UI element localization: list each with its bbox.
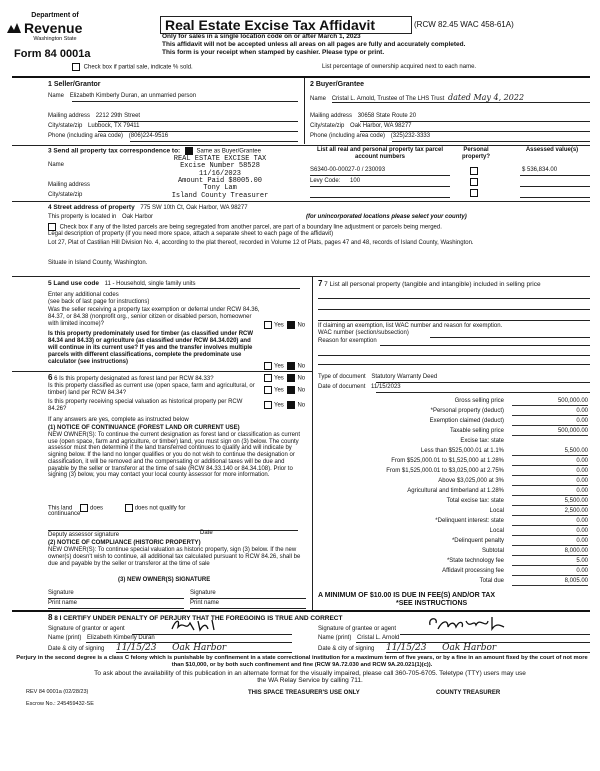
tax-row [318,538,592,546]
sec6-cont-text: NEW OWNER(S): To continue the current designation as forest land or classification as current use (open space, farm and agriculture, or timber) land, you must sign on (3) below. The county assessor must then determine if the land transferred continues to qualify and will indicate by signing below. If the land no longer qualifies or you do not wish to continue the designation or classification, it will be removed and the compensating or additional taxes will be due and payable by the seller or transferor at the time of sale (RCW 84.33.140 or 84.34.108). Prior to signing (3) below, you may contact your local county assessor for more information. [48,432,300,479]
county-treasurer: COUNTY TREASURER [436,690,501,696]
buyer-city-label: City/state/zip [310,123,345,129]
tax-row-value[interactable]: 5,500.00 [512,448,588,456]
sec6-does: does [90,505,104,512]
sec5-additional-note: (see back of last page for instructions) [48,299,150,305]
levy-code[interactable]: 100 [350,178,361,184]
form-subtitle-3: This form is your receipt when stamped by cashier. Please type or print. [162,49,385,56]
sec7-heading-text: 7 List all personal property (tangible and intangible) included in selling price [324,281,541,288]
levy-label: Levy Code: [310,178,341,184]
grantor-print-value[interactable]: Elizabeth Kimberly Duran [87,635,155,641]
buyer-city-row [310,123,412,130]
sec4-check-text: Check box if any of the listed parcels are being segregated from another parcel, are part of a boundary line adjustment or parcels being merged. [59,224,442,231]
tax-row [318,528,592,536]
tax-row [318,408,592,416]
grantee-print-row [318,635,399,642]
buyer-name-handwritten: dated May 4, 2022 [447,93,525,102]
doc-date-row [318,384,401,391]
personal-property-checkbox-2[interactable] [470,178,478,186]
tax-row-value[interactable]: 0.00 [512,568,588,576]
sec4-situate: Situate in Island County, Washington. [48,260,148,266]
perjury-notice: Perjury in the second degree is a class C felony which is punishable by confinement in a state correctional institution for a maximum term of five years, or by a fine in an amount fixed by the court of not more than $10,000, or by both such confinement and fine (RCW 9A.72.030 and RCW 9A.20.021(1)(c)). [16,655,588,668]
grantor-print-label: Name (print) [48,635,82,641]
sec4-address[interactable]: 775 SW 10th Ct, Oak Harbor, WA 98277 [140,205,248,211]
tax-row [318,508,592,516]
tax-row [318,478,592,486]
grantee-print-label: Name (print) [318,635,352,641]
form-subtitle-1: Only for sales in a single location code on or after March 1, 2023 [162,33,361,40]
grantor-signature [170,617,226,633]
doc-type-label: Type of document [318,374,366,380]
grantor-date-label: Date & city of signing [48,646,105,652]
sec6-q1-yes-label: Yes [274,375,284,382]
tax-row-label: Local [489,508,504,514]
buyer-phone-row [310,133,430,140]
dor-logo-line3: Washington State [33,36,77,43]
tax-row-value[interactable]: 0.00 [512,468,588,476]
sec4-located-label: This property is located in [48,214,117,220]
seller-phone-row [48,133,168,140]
tax-row [318,568,592,576]
grantee-date-label: Date & city of signing [318,646,375,652]
sec6-date: Date [200,530,213,536]
dor-mark-icon [6,22,22,34]
sec6-q2-no-label: No [297,387,306,394]
grantee-date[interactable]: 11/15/23 [386,643,427,653]
seller-mailing-value[interactable]: 2212 29th Street [95,113,141,119]
tax-row [318,398,592,406]
sec8-heading: 8 8 I CERTIFY UNDER PENALTY OF PERJURY THAT THE FOREGOING IS TRUE AND CORRECT [48,613,343,622]
stamp-line-2: Excise Number 58528 [180,162,260,171]
stamp-line-4: Amount Paid $8005.00 [177,177,262,186]
seller-phone-label: Phone (including area code) [48,133,124,139]
tax-row-value[interactable]: 0.00 [512,458,588,466]
sec5-q2-no-checkbox[interactable] [287,362,295,370]
tax-row-value[interactable]: 8,005.00 [512,578,588,586]
buyer-mailing-value[interactable]: 30658 State Route 20 [357,113,417,119]
treasurer-stamp [150,156,290,200]
sec6-sig-label-1: Signature [48,590,74,596]
sec6-continuance: continuance [48,511,81,517]
parcel-header: List all real and personal property tax parcel account numbers [316,147,444,160]
sec6-q3-yes-checkbox[interactable] [264,401,272,409]
personal-header: Personal property? [461,147,490,160]
escrow-number: Escrow No.: 245459432-SE [26,701,94,707]
sec7-wac: WAC number (section/subsection) [318,330,409,336]
tax-row-value[interactable]: 0.00 [512,518,588,526]
partial-sale-checkbox[interactable] [72,63,80,71]
levy-row [310,178,360,185]
sec4-heading: 4 Street address of property [48,204,135,211]
grantee-print-value[interactable]: Cristal L. Arnold [357,635,400,641]
parcel-number[interactable]: S6340-00-00027-0 / 230093 [310,167,386,173]
tax-row-value[interactable]: 0.00 [512,478,588,486]
personal-property-checkbox-3[interactable] [470,189,478,197]
sec6-q1-answer [264,374,305,382]
doc-type-row [318,374,437,381]
tax-row-value[interactable]: 5.00 [512,558,588,566]
doc-date-label: Date of document [318,384,366,390]
sec4-address-row [48,204,248,212]
availability-notice: To ask about the availability of this publication in an alternate format for the visually impaired, please call 360-705-6705. Teletype (TTY) users may use the WA Relay Service by calling 711. [94,670,526,685]
sec7-heading: 7 7 List all personal property (tangible and intangible) included in selling price [318,279,541,288]
sec3-name-label: Name [48,162,65,168]
tax-row-label: Excise tax: state [460,438,504,444]
buyer-phone-value[interactable]: (325)232-3333 [390,133,431,139]
sec5-q2-yes-label: Yes [274,363,284,370]
sec6-q2-answer [264,386,305,394]
sec7-reason: Reason for exemption [318,338,377,344]
sec6-heading: 6 6 Is this property designated as forest land per RCW 84.33? [48,373,214,382]
doc-type-value[interactable]: Statutory Warranty Deed [371,374,438,380]
grantor-city[interactable]: Oak Harbor [172,643,227,653]
tax-row-label: Subtotal [481,548,504,554]
treasurer-use: THIS SPACE TREASURER'S USE ONLY [248,690,360,696]
tax-row [318,438,592,446]
segregated-checkbox[interactable] [48,223,56,231]
sec6-q2-yes-checkbox[interactable] [264,386,272,394]
tax-row [318,428,592,436]
stamp-line-1: REAL ESTATE EXCISE TAX [173,155,267,163]
buyer-name-label: Name [310,96,327,102]
tax-row [318,498,592,506]
sec6-q1-yes-checkbox[interactable] [264,374,272,382]
form-subtitle-2: This affidavit will not be accepted unless all areas on all pages are fully and accurately completed. [162,41,466,48]
sec3-city-label: City/state/zip [48,192,83,198]
sec6-q1-no-checkbox[interactable] [287,374,295,382]
buyer-mailing-row [310,113,416,120]
sec6-q3-answer [264,401,305,409]
sec6-q2: Is this property classified as current use (open space, farm and agricultural, or timber) land per RCW 84.34? [48,383,255,396]
tax-row-label: Exemption claimed (deduct) [429,418,504,424]
tax-row [318,468,592,476]
tax-row [318,488,592,496]
seller-mailing-label: Mailing address [48,113,91,119]
grantor-date[interactable]: 11/15/23 [116,643,157,653]
tax-row-label: Affidavit processing fee [442,568,504,574]
personal-property-checkbox-1[interactable] [470,167,478,175]
tax-row-label: From $525,000.01 to $1,525,000 at 1.28% [391,458,504,464]
assessed-header: Assessed value(s) [525,147,579,153]
tax-row-value[interactable]: 0.00 [512,418,588,426]
sec5-q2-yes-checkbox[interactable] [264,362,272,370]
buyer-city-value[interactable]: Oak Harbor, WA 98277 [350,123,412,129]
dor-logo-line1: Department of [31,12,79,19]
tax-row [318,448,592,456]
tax-row [318,418,592,426]
tax-row-value[interactable]: 5,500.00 [512,498,588,506]
tax-row-label: Local [489,528,504,534]
tax-row [318,548,592,556]
tax-row [318,558,592,566]
sec6-cont-title: (1) NOTICE OF CONTINUANCE (FOREST LAND OR CURRENT USE) [48,425,240,431]
seller-name-row [48,93,298,100]
tax-row [318,518,592,526]
sec6-q2-yes-label: Yes [274,387,284,394]
tax-row-value[interactable]: 0.00 [512,488,588,496]
buyer-name-value[interactable]: Cristal L. Arnold, Trustee of The LHS Trust [331,96,445,102]
tax-row-label: Gross selling price [454,398,504,404]
tax-row-label: *Delinquent penalty [451,538,504,544]
sec5-land-use-row [48,280,196,288]
seller-city-row [48,123,140,130]
tax-row-value[interactable]: 2,500.00 [512,508,588,516]
grantee-city[interactable]: Oak Harbor [442,643,497,653]
sec6-does-not: does not qualify for [134,505,186,512]
tax-row-label: Above $3,025,000 at 3% [438,478,504,484]
tax-row-label: Less than $525,000.01 at 1.1% [420,448,504,454]
min-due: A MINIMUM OF $10.00 IS DUE IN FEE(S) AND/OR TAX [318,592,496,599]
sec5-q1-yes-label: Yes [274,322,284,329]
assessed-value[interactable]: $ 536,834.00 [522,167,558,173]
sec5-q1-no-label: No [297,322,306,329]
buyer-heading: 2 Buyer/Grantee [310,81,365,88]
doc-date-value[interactable]: 11/15/2023 [371,384,401,390]
sec6-q3-no-label: No [297,402,306,409]
rev-number: REV 84 0001a (02/28/23) [26,689,89,695]
sec5-q1: Was the seller receiving a property tax exemption or deferral under RCW 84.36, 84.37, or 84.38 (nonprofit org., senior citizen or disabled person, homeowner with limited income)? [48,307,260,327]
stamp-line-6: Island County Treasurer [171,191,269,200]
sec6-q3: Is this property receiving special valuation as historical property per RCW 84.26? [48,399,243,412]
seller-mailing-row [48,113,298,120]
tax-row-label: *Delinquent interest: state [435,518,504,524]
tax-row-label: Total excise tax: state [446,498,504,504]
sec3-heading: 3 Send all property tax correspondence to: [48,147,181,155]
sec5-q2-answer [264,362,305,370]
form-title: Real Estate Excise Tax Affidavit [165,17,376,33]
sig-grantor-label: Signature of grantor or agent [48,626,125,632]
sec3-mailing-label: Mailing address [48,182,91,188]
form-number: Form 84 0001a [14,48,91,60]
sec5-q1-yes-checkbox[interactable] [264,321,272,329]
sec6-hist-title: (2) NOTICE OF COMPLIANCE (HISTORIC PROPERTY) [48,540,201,546]
sec6-hist-text: NEW OWNER(S): To continue special valuation as historic property, sign (3) below. If the new owner(s) doesn't wish to continue, all additional tax calculated pursuant to RCW 84.26, shall be due and payable by the seller or transferor at the time of sale [48,547,301,567]
sec5-q2-no-label: No [297,363,306,370]
seller-city-value[interactable]: Lubbock, TX 79411 [88,123,140,129]
stamp-line-3: 11/16/2023 [198,169,241,178]
sec5-land-use[interactable]: 11 - Household, single family units [104,281,196,287]
sec8-heading-text: 8 I CERTIFY UNDER PENALTY OF PERJURY THAT THE FOREGOING IS TRUE AND CORRECT [54,615,343,622]
sec6-new-owner-sig: (3) NEW OWNER(S) SIGNATURE [118,577,211,583]
sec5-q1-no-checkbox[interactable] [287,321,295,329]
dor-logo [6,12,86,42]
sec4-legal-text: Legal description of property (if you need more space, attach a separate sheet to each page of the affidavit) [48,231,334,237]
tax-row-label: Agricultural and timberland at 1.28% [407,488,504,494]
seller-phone-value[interactable]: (806)224-9516 [128,133,169,139]
partial-sale-row [72,63,193,71]
tax-row-value[interactable]: 0.00 [512,538,588,546]
seller-heading: 1 Seller/Grantor [48,81,101,88]
tax-row [318,578,592,586]
sec6-q1: 6 Is this property designated as forest land per RCW 84.33? [54,376,214,382]
sec4-legal-desc[interactable]: Lot 27, Plat of Castilian Hill Division No. 4, according to the plat thereof, recorded in Volume 12 of Plats, pages 47 and 48, records of Island County, Washington. [48,240,474,246]
sec6-q1-no-label: No [297,375,306,382]
same-as-buyer-label: Same as Buyer/Grantee [196,148,261,155]
sec6-q2-no-checkbox[interactable] [287,386,295,394]
seller-name-label: Name [48,93,65,99]
sec6-does-not-checkbox[interactable] [125,504,133,512]
tax-row [318,458,592,466]
tax-row-value[interactable]: 0.00 [512,408,588,416]
buyer-mailing-label: Mailing address [310,113,353,119]
tax-row-value[interactable]: 500,000.00 [512,398,588,406]
sec6-print-label-2: Print name [190,600,220,606]
sec6-sig-label-2: Signature [190,590,216,596]
tax-row-value[interactable]: 0.00 [512,528,588,536]
tax-row-label: Taxable selling price [449,428,504,434]
tax-row-label: *Personal property (deduct) [430,408,504,414]
partial-pct-label: List percentage of ownership acquired next to each name. [322,64,477,70]
sec5-additional: Enter any additional codes [48,292,119,298]
partial-sale-label: Check box if partial sale, indicate % sold. [83,64,193,71]
sec6-this-land: This land [48,505,73,512]
form-title-box [160,16,412,34]
sec7-exemption: If claiming an exemption, list WAC number and reason for exemption. [318,323,503,329]
tax-row-value[interactable]: 8,000.00 [512,548,588,556]
sec4-unincorporated: (for unincorporated locations please select your county) [306,214,467,220]
sec6-does-checkbox[interactable] [80,504,88,512]
grantor-print-row [48,635,155,642]
tax-row-value[interactable]: 500,000.00 [512,428,588,436]
sec6-q3-yes-label: Yes [274,402,284,409]
sec5-q2: Is this property predominately used for timber (as classified under RCW 84.34 and 84.33) or agriculture (as classified under RCW 84.34.020) and will continue in its current use? If yes and the transfer involves multiple parcels with different classifications, complete the predominate use calculator (see instructions) [48,331,254,365]
sec6-deputy: Deputy assessor signature [48,532,120,538]
stamp-line-5: Tony Lam [203,184,237,193]
see-instructions: *SEE INSTRUCTIONS [396,600,468,607]
seller-city-label: City/state/zip [48,123,83,129]
same-as-buyer-checkbox[interactable] [185,147,193,155]
sec6-intro: If any answers are yes, complete as instructed below [48,417,189,423]
tax-row-label: Total due [479,578,504,584]
buyer-phone-label: Phone (including area code) [310,133,386,139]
sec5-q1-answer [264,321,305,329]
tax-row-label: *State technology fee [446,558,504,564]
sig-grantee-label: Signature of grantee or agent [318,626,397,632]
tax-row-label: From $1,525,000.01 to $3,025,000 at 2.75% [386,468,504,474]
seller-name-value[interactable]: Elizabeth Kimberly Duran, an unmarried person [69,93,197,99]
dor-logo-line2: Revenue [24,20,83,37]
form-rcw: (RCW 82.45 WAC 458-61A) [414,20,514,29]
sec6-q3-no-checkbox[interactable] [287,401,295,409]
sec4-located-row [48,214,588,221]
sec4-located[interactable]: Oak Harbor [122,214,154,220]
grantee-signature [426,615,516,633]
sec5-heading: 5 Land use code [48,280,99,287]
sec6-print-label-1: Print name [48,600,78,606]
